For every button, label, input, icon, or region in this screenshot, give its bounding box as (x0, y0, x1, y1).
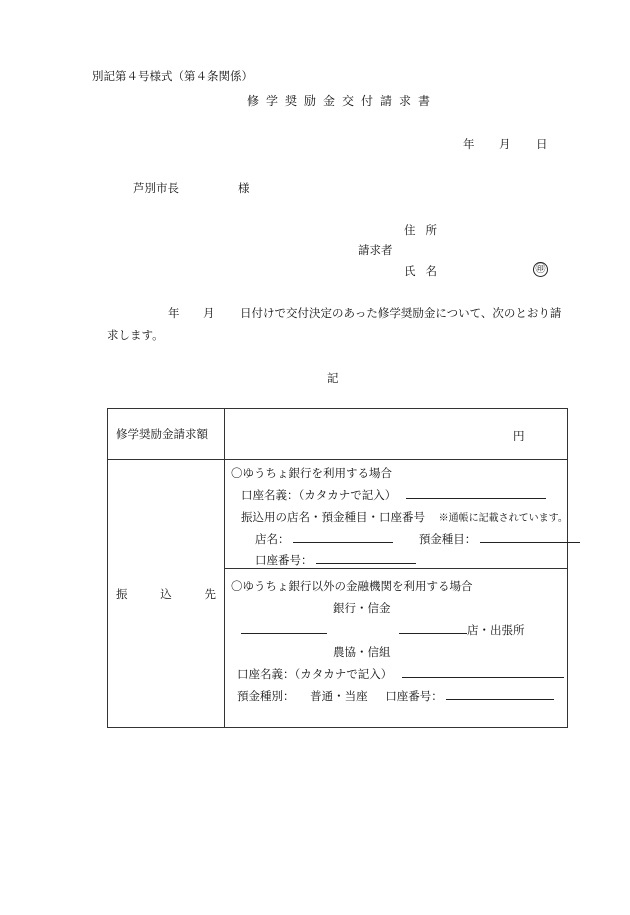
other-holder-row (237, 666, 564, 682)
yucho-account-label: 口座番号： (255, 553, 313, 567)
other-deposit-type-label: 預金種別： (237, 689, 295, 703)
other-deposit-options[interactable]: 普通・当座 (310, 689, 368, 703)
addressee: 芦別市長 (133, 181, 179, 195)
yucho-branch-note: ※通帳に記載されています。 (438, 513, 568, 524)
body-year-label: 年 (168, 306, 180, 320)
other-heading: 〇ゆうちょ銀行以外の金融機関を利用する場合 (231, 579, 473, 593)
branch-types-label: 店・出張所 (467, 623, 525, 637)
bank-name-row (241, 622, 327, 637)
coop-types-label: 農協・信組 (333, 645, 391, 659)
body-text-line1: 日付けで交付決定のあった修学奨励金について、次のとおり請 (240, 306, 562, 320)
yucho-account-field[interactable] (316, 552, 416, 564)
date-year-label: 年 (463, 137, 475, 151)
yucho-holder-label: 口座名義：（カタカナで記入） (241, 488, 397, 502)
body-month-label: 月 (203, 306, 215, 320)
branch-name-field[interactable] (399, 622, 467, 634)
yucho-store-row (255, 531, 580, 547)
body-text-line2: 求します。 (107, 328, 164, 342)
yucho-deposit-type-field[interactable] (480, 531, 580, 543)
form-number-label: 別記第４号様式（第４条関係） (92, 69, 253, 83)
yucho-holder-row (241, 487, 546, 503)
other-account-label: 口座番号： (385, 689, 443, 703)
date-day-label: 日 (536, 137, 548, 151)
bank-types-label: 銀行・信金 (333, 601, 391, 615)
claimant-label: 請求者 (358, 243, 393, 257)
transfer-label-char-3: 先 (204, 586, 216, 601)
other-holder-label: 口座名義：（カタカナで記入） (237, 667, 393, 681)
document-title: 修学奨励金交付請求書 (247, 94, 438, 108)
yucho-branch-info: 振込用の店名・預金種目・口座番号 (241, 510, 425, 524)
honorific: 様 (238, 181, 250, 195)
yucho-store-label: 店名： (255, 532, 290, 546)
transfer-label-char-2: 込 (160, 586, 172, 601)
seal-mark: ㊞ (533, 262, 548, 277)
branch-name-row (399, 622, 525, 638)
yucho-branch-info-row (241, 509, 568, 525)
yucho-account-row (255, 552, 416, 568)
yucho-heading: 〇ゆうちょ銀行を利用する場合 (231, 466, 392, 480)
yucho-deposit-type-label: 預金種目： (418, 532, 477, 546)
note-mark: 記 (327, 371, 339, 385)
yucho-holder-field[interactable] (406, 487, 546, 499)
other-account-field[interactable] (446, 688, 554, 700)
yen-label: 円 (513, 429, 525, 443)
yucho-store-field[interactable] (293, 531, 393, 543)
claimant-name-label: 氏名 (404, 264, 447, 278)
yucho-section (225, 460, 568, 569)
bank-name-field[interactable] (241, 622, 327, 634)
date-month-label: 月 (499, 137, 511, 151)
claimant-address-label: 住所 (404, 223, 447, 237)
transfer-destination-label (108, 460, 225, 728)
other-deposit-row (237, 688, 554, 704)
amount-row (108, 409, 568, 460)
claim-table (107, 408, 568, 728)
amount-label: 修学奨励金請求額 (108, 409, 225, 460)
other-bank-section (225, 569, 568, 728)
other-holder-field[interactable] (402, 666, 564, 678)
transfer-label-char-1: 振 (116, 586, 128, 601)
amount-field[interactable] (225, 409, 568, 460)
transfer-row-yucho (108, 460, 568, 569)
